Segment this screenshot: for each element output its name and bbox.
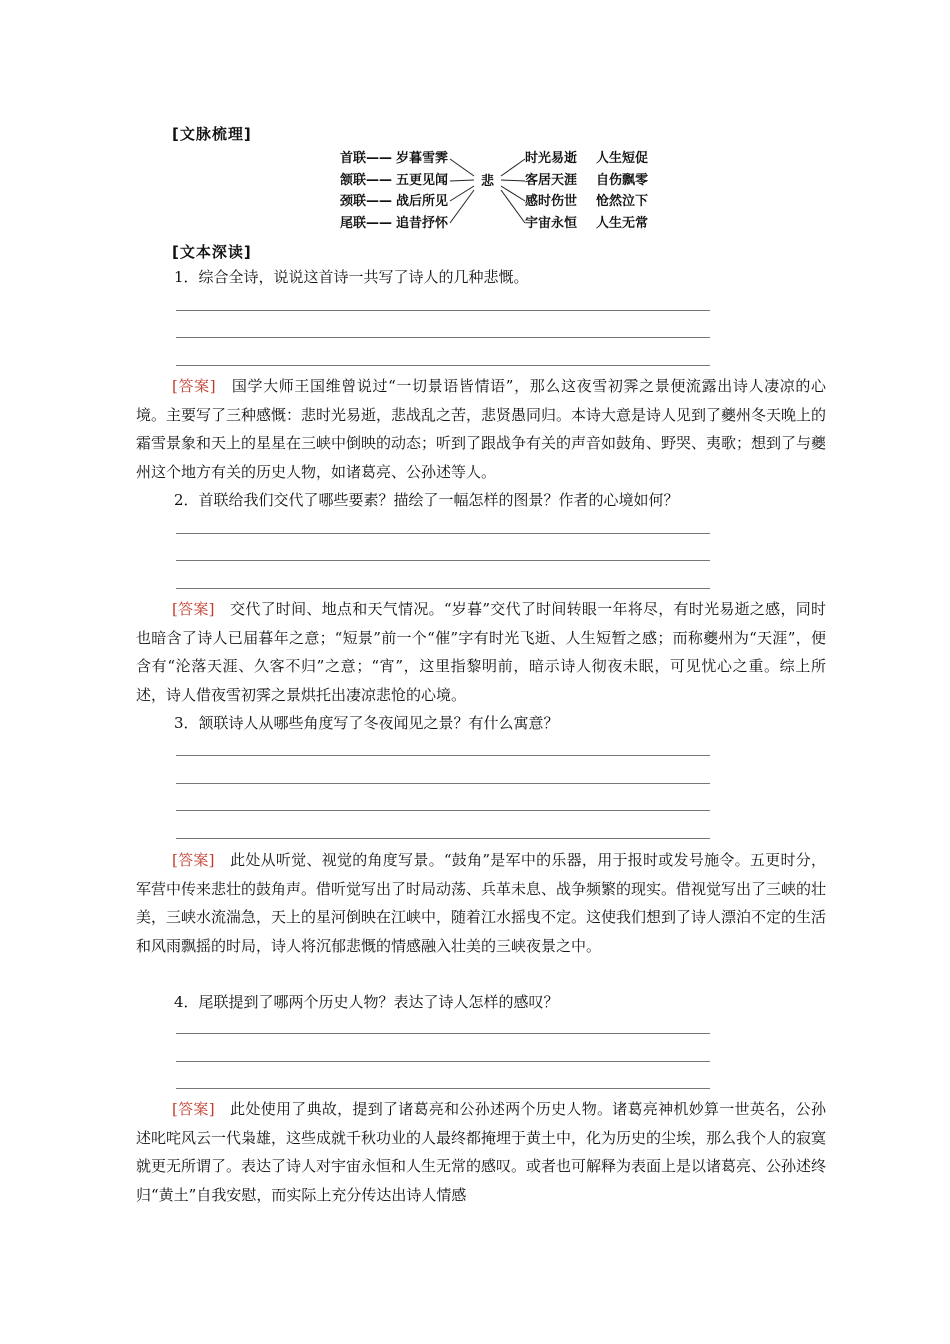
answer-line: [176, 1088, 710, 1089]
diagram-center: 悲: [481, 174, 495, 189]
answer-paragraph: [136, 372, 826, 486]
section-heading-structure: [文脉梳理]: [172, 125, 252, 143]
answer-line: [176, 755, 710, 756]
diagram-part-content: 战后所见: [396, 194, 449, 209]
answer-line: [176, 838, 710, 839]
answer-line: [176, 810, 710, 811]
answer-line: [176, 560, 710, 561]
diagram-part-content: 岁暮雪霁: [396, 151, 449, 166]
diagram-result-right: 人生无常: [596, 216, 649, 231]
diagram-result-left: 宇宙永恒: [525, 216, 578, 231]
diagram-result-left: 客居天涯: [525, 173, 578, 188]
answer-tag: [答案]: [172, 1100, 215, 1118]
answer-paragraph: [136, 1095, 826, 1209]
question-text: 2．首联给我们交代了哪些要素？描绘了一幅怎样的图景？作者的心境如何？: [174, 491, 679, 509]
answer-line: [176, 1033, 710, 1034]
answer-text: 国学大师王国维曾说过“一切景语皆情语”，那么这夜雪初霁之景便流露出诗人凄凉的心境。主要写了三种感慨：悲时光易逝，悲战乱之苦，悲贤愚同归。本诗大意是诗人见到了夔州冬天晚上的霜雪景象和天上的星星在三峡中倒映的动态；听到了跟战争有关的声音如鼓角、野哭、夷歌；想到了与夔州这个地方有关的历史人物，如诸葛亮、公孙述等人。: [136, 377, 827, 481]
question-text: 4．尾联提到了哪两个历史人物？表达了诗人怎样的感叹？: [174, 993, 559, 1011]
diagram-part-label: 颔联——: [340, 173, 393, 188]
diagram-part-content: 追昔抒怀: [396, 216, 449, 231]
answer-paragraph: [136, 595, 826, 709]
diagram-result-right: 怆然泣下: [596, 194, 649, 209]
answer-paragraph: [136, 846, 826, 960]
structure-diagram: [336, 148, 666, 234]
section-heading-reading: [文本深读]: [172, 243, 252, 261]
diagram-result-right: 自伤飘零: [596, 173, 649, 188]
answer-line: [176, 337, 710, 338]
answer-line: [176, 365, 710, 366]
diagram-part-content: 五更见闻: [396, 173, 449, 188]
answer-tag: [答案]: [172, 600, 215, 618]
diagram-result-right: 人生短促: [596, 151, 649, 166]
question-text: 1．综合全诗，说说这首诗一共写了诗人的几种悲慨。: [174, 268, 529, 286]
diagram-part-label: 颈联——: [340, 194, 393, 209]
answer-line: [176, 533, 710, 534]
answer-line: [176, 1061, 710, 1062]
answer-tag: [答案]: [172, 377, 216, 395]
question-text: 3．颔联诗人从哪些角度写了冬夜闻见之景？有什么寓意？: [174, 714, 559, 732]
diagram-part-label: 尾联——: [340, 216, 393, 231]
answer-text: 此处使用了典故，提到了诸葛亮和公孙述两个历史人物。诸葛亮神机妙算一世英名，公孙述叱咤风云一代枭雄，这些成就千秋功业的人最终都掩埋于黄土中，化为历史的尘埃，那么我个人的寂寞就更无所谓了。表达了诗人对宇宙永恒和人生无常的感叹。或者也可解释为表面上是以诸葛亮、公孙述终归“黄土”自我安慰，而实际上充分传达出诗人情感: [136, 1100, 827, 1204]
answer-tag: [答案]: [172, 851, 215, 869]
answer-line: [176, 310, 710, 311]
diagram-result-left: 感时伤世: [525, 194, 578, 209]
answer-text: 交代了时间、地点和天气情况。“岁暮”交代了时间转眼一年将尽，有时光易逝之感，同时也暗含了诗人已届暮年之意；“短景”前一个“催”字有时光飞逝、人生短暂之感；而称夔州为“天涯”，便含有“沦落天涯、久客不归”之意；“宵”，这里指黎明前，暗示诗人彻夜未眠，可见忧心之重。综上所述，诗人借夜雪初霁之景烘托出凄凉悲怆的心境。: [136, 600, 826, 704]
diagram-result-left: 时光易逝: [525, 151, 578, 166]
answer-text: 此处从听觉、视觉的角度写景。“鼓角”是军中的乐器，用于报时或发号施令。五更时分，军营中传来悲壮的鼓角声。借听觉写出了时局动荡、兵革未息、战争频繁的现实。借视觉写出了三峡的壮美，三峡水流湍急，天上的星河倒映在江峡中，随着江水摇曳不定。这使我们想到了诗人漂泊不定的生活和风雨飘摇的时局，诗人将沉郁悲慨的情感融入壮美的三峡夜景之中。: [136, 851, 827, 955]
answer-line: [176, 783, 710, 784]
diagram-part-label: 首联——: [340, 151, 393, 166]
answer-line: [176, 588, 710, 589]
